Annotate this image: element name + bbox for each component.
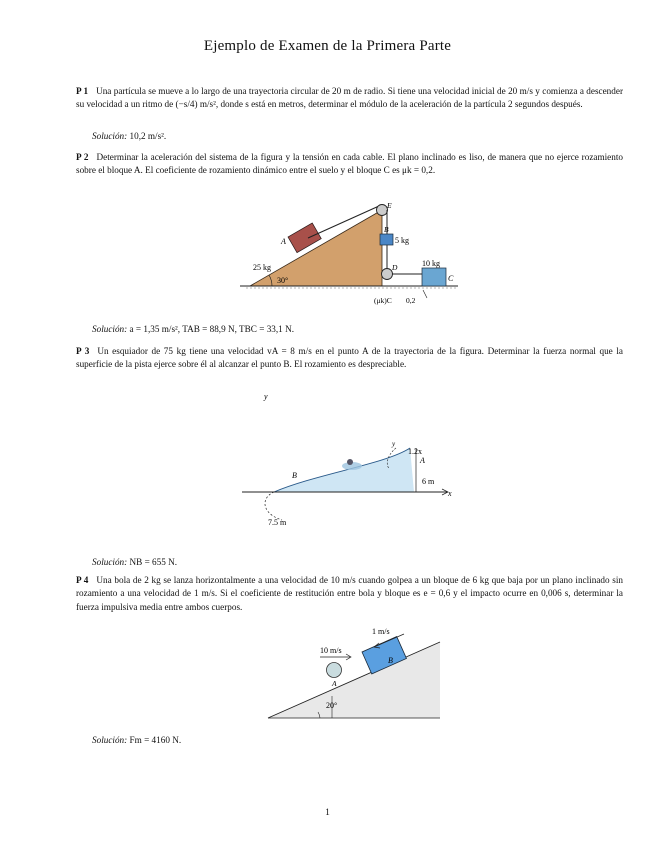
figure-p2 [236, 198, 466, 310]
label-block-c: C [448, 274, 454, 283]
problem-label: P 3 [76, 346, 90, 356]
label-curve: 1.2x [408, 447, 422, 456]
label-mu: (μk)C [374, 296, 392, 305]
solution-value: 10,2 m/s². [129, 131, 167, 141]
label-y-axis: y [264, 392, 268, 401]
label-ball-a: A [332, 679, 337, 688]
problem-4 [76, 574, 623, 614]
solution-3 [92, 557, 177, 567]
solution-value: NB = 655 N. [129, 557, 178, 567]
label-x-axis: x [448, 489, 452, 498]
block-c [422, 268, 446, 286]
solution-2 [92, 324, 294, 334]
incline [250, 210, 382, 286]
label-mass-c: 10 kg [422, 259, 440, 268]
problem-2 [76, 151, 623, 178]
label-block-b: B [384, 225, 389, 234]
figure-p4 [262, 624, 448, 720]
page-number: 1 [325, 808, 330, 818]
solution-label: Solución: [92, 131, 128, 141]
problem-label: P 4 [76, 575, 89, 585]
label-point-b: B [292, 471, 297, 480]
label-mass-a: 25 kg [253, 263, 271, 272]
problem-label: P 1 [76, 86, 89, 96]
page-title: Ejemplo de Examen de la Primera Parte [203, 38, 452, 54]
block-b [380, 234, 393, 245]
label-block-speed: 1 m/s [372, 627, 390, 636]
label-angle-p4: 20° [326, 701, 338, 710]
problem-3 [76, 345, 623, 372]
solution-value: Fm = 4160 N. [129, 735, 182, 745]
figure-p3 [236, 386, 462, 532]
label-block-a: A [281, 237, 286, 246]
problem-1 [76, 85, 623, 112]
solution-label: Solución: [92, 735, 128, 745]
solution-label: Solución: [92, 557, 128, 567]
problem-text: Un esquiador de 75 kg tiene una velocidad vA = 8 m/s en el punto A de la trayectoria de la figura. Determinar la fuerza normal que la superficie de la pista ejerce sobre él al alcanzar el punto B. El rozamiento es despreciable. [76, 346, 624, 370]
label-pulley-d: D [392, 263, 398, 272]
label-mass-b: 5 kg [395, 236, 409, 245]
skier [347, 459, 353, 465]
ball-a [327, 663, 342, 678]
label-curve-y: y [392, 440, 396, 448]
label-point-a: A [420, 456, 425, 465]
solution-label: Solución: [92, 324, 128, 334]
problem-text: Determinar la aceleración del sistema de la figura y la tensión en cada cable. El plano inclinado es liso, de manera que no ejerce rozamiento sobre el bloque A. El coeficiente de rozamiento dinámico entre el suelo y el bloque C es μk = 0,2. [76, 152, 624, 176]
solution-value: a = 1,35 m/s², TAB = 88,9 N, TBC = 33,1 N. [129, 324, 295, 334]
solution-1 [92, 131, 166, 141]
label-block-b: B [388, 656, 393, 665]
problem-label: P 2 [76, 152, 89, 162]
ski-slope [274, 448, 414, 492]
label-pulley-e: E [387, 201, 392, 210]
label-height: 6 m [422, 477, 435, 486]
problem-text: Una partícula se mueve a lo largo de una trayectoria circular de 20 m de radio. Si tiene una velocidad inicial de 20 m/s y comienza a descender su velocidad a un ritmo de (−s/4) m/s², donde s está en metros, determinar el módulo de la aceleración de la partícula 2 segundos después. [76, 86, 623, 110]
pulley-e [377, 205, 388, 216]
mu-pointer [423, 290, 427, 298]
label-radius: 7.5 m [268, 518, 287, 527]
solution-4 [92, 735, 181, 745]
pulley-d [382, 269, 393, 280]
label-angle: 30° [277, 276, 289, 285]
label-ball-speed: 10 m/s [320, 646, 342, 655]
radius-curve [265, 492, 282, 520]
label-mu-value: 0,2 [406, 296, 416, 305]
problem-text: Una bola de 2 kg se lanza horizontalmente a una velocidad de 10 m/s cuando golpea a un bloque de 6 kg que baja por un plano inclinado sin rozamiento a una velocidad de 1 m/s. Si el coeficiente de restitución entre bola y bloque es e = 0,6 y el impacto ocurre en 0,006 s, determinar la fuerza impulsiva media entre ambos cuerpos. [76, 575, 623, 612]
